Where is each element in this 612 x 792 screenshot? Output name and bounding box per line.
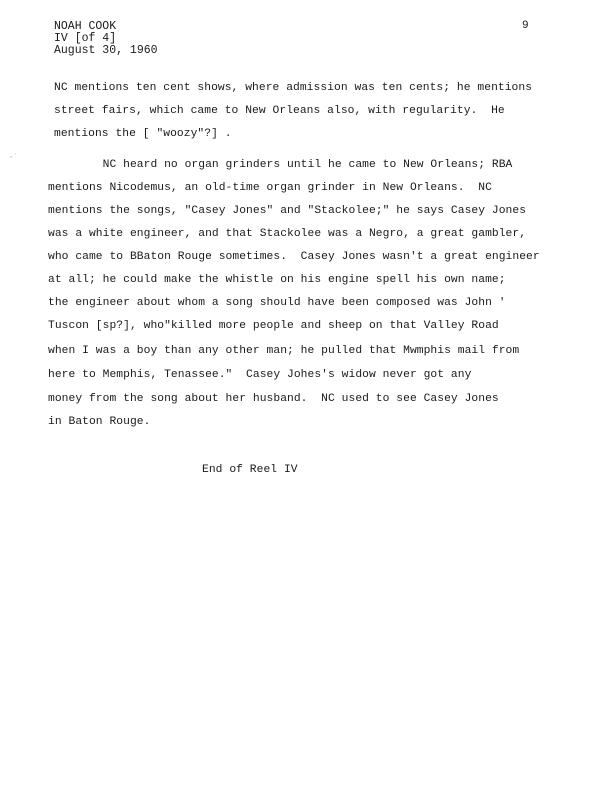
- paragraph-1-line-3: mentions the [ "woozy"?] .: [54, 128, 232, 140]
- header-date: August 30, 1960: [54, 44, 158, 57]
- paragraph-2-line-2: mentions Nicodemus, an old-time organ grinder in New Orleans. NC: [48, 182, 492, 194]
- paragraph-2-line-7: the engineer about whom a song should have been composed was John ': [48, 297, 506, 309]
- paragraph-2-line-10: here to Memphis, Tenassee." Casey Johes's widow never got any: [48, 369, 472, 381]
- paragraph-1-line-2: street fairs, which came to New Orleans also, with regularity. He: [54, 105, 505, 117]
- paragraph-1-line-1: NC mentions ten cent shows, where admission was ten cents; he mentions: [54, 82, 533, 94]
- margin-mark: ·˙: [9, 154, 18, 162]
- end-of-reel-note: End of Reel IV: [202, 464, 298, 476]
- paragraph-2-line-6: at all; he could make the whistle on his engine spell his own name;: [48, 274, 506, 286]
- paragraph-2-line-8: Tuscon [sp?], who"killed more people and sheep on that Valley Road: [48, 320, 499, 332]
- page-number: 9: [522, 20, 529, 32]
- paragraph-2-line-3: mentions the songs, "Casey Jones" and "Stackolee;" he says Casey Jones: [48, 205, 527, 217]
- paragraph-2-line-4: was a white engineer, and that Stackolee was a Negro, a great gambler,: [48, 228, 527, 240]
- header-reel: IV [of 4]: [54, 32, 117, 45]
- header-name: NOAH COOK: [54, 20, 117, 33]
- paragraph-2-line-5: who came to BBaton Rouge sometimes. Casey Jones wasn't a great engineer: [48, 251, 540, 263]
- paragraph-2-line-11: money from the song about her husband. NC used to see Casey Jones: [48, 393, 499, 405]
- paragraph-2-line-12: in Baton Rouge.: [48, 416, 151, 428]
- paragraph-2-line-9: when I was a boy than any other man; he pulled that Mwmphis mail from: [48, 345, 520, 357]
- paragraph-2-line-1: NC heard no organ grinders until he came to New Orleans; RBA: [48, 159, 513, 171]
